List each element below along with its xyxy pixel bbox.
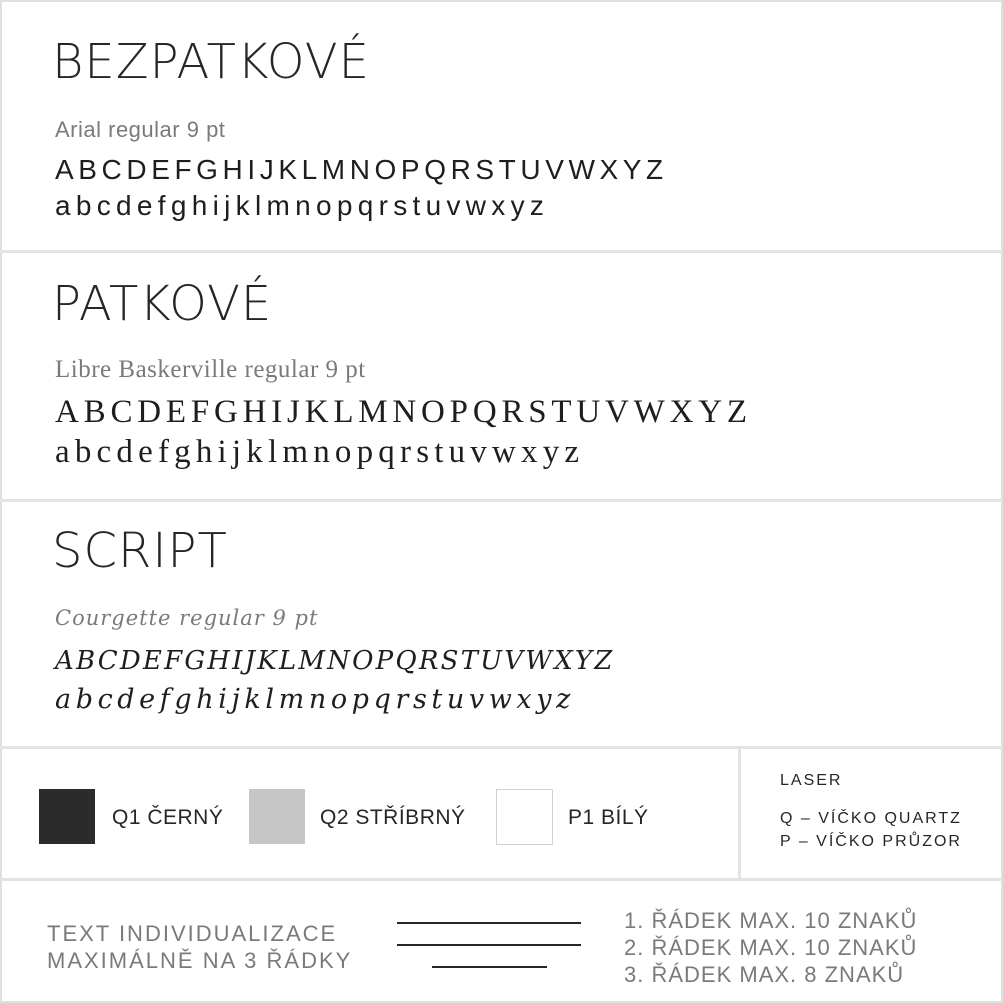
divider	[0, 746, 1003, 749]
uppercase-sample: ABCDEFGHIJKLMNOPQRSTUVWXYZ	[55, 394, 752, 430]
section-title: BEZPATKOVÉ	[52, 34, 370, 90]
line-limit: 3. ŘÁDEK MAX. 8 ZNAKŮ	[624, 962, 905, 987]
font-caption: Courgette regular 9 pt	[55, 606, 319, 630]
laser-line: Q – VÍČKO QUARTZ	[780, 810, 962, 827]
divider	[738, 748, 741, 879]
color-label: Q2 STŘÍBRNÝ	[320, 806, 466, 829]
laser-heading: LASER	[780, 772, 843, 789]
color-swatch-black	[39, 789, 95, 844]
lowercase-sample: abcdefghijklmnopqrstuvwxyz	[55, 434, 585, 470]
color-swatch-silver	[249, 789, 305, 844]
font-caption: Arial regular 9 pt	[55, 117, 226, 142]
lowercase-sample: abcdefghijklmnopqrstuvwxyz	[55, 190, 550, 221]
individualization-title: TEXT INDIVIDUALIZACE	[47, 921, 338, 946]
line-limit: 1. ŘÁDEK MAX. 10 ZNAKŮ	[624, 908, 918, 933]
divider	[0, 499, 1003, 502]
individualization-subtitle: MAXIMÁLNĚ NA 3 ŘÁDKY	[47, 948, 353, 973]
text-line-placeholder	[432, 966, 547, 968]
font-caption: Libre Baskerville regular 9 pt	[55, 356, 366, 383]
text-line-placeholder	[397, 922, 581, 924]
divider	[0, 250, 1003, 253]
text-line-placeholder	[397, 944, 581, 946]
uppercase-sample: ABCDEFGHIJKLMNOPQRSTUVWXYZ	[55, 646, 615, 676]
color-label: P1 BÍLÝ	[568, 806, 649, 829]
uppercase-sample: ABCDEFGHIJKLMNOPQRSTUVWXYZ	[55, 154, 668, 185]
laser-line: P – VÍČKO PRŮZOR	[780, 833, 962, 850]
section-title: PATKOVÉ	[52, 276, 273, 332]
divider	[0, 878, 1003, 881]
lowercase-sample: abcdefghijklmnopqrstuvwxyz	[55, 684, 575, 715]
color-label: Q1 ČERNÝ	[112, 806, 224, 829]
color-swatch-white	[496, 789, 553, 845]
section-title: SCRIPT	[52, 523, 228, 579]
line-limit: 2. ŘÁDEK MAX. 10 ZNAKŮ	[624, 935, 918, 960]
